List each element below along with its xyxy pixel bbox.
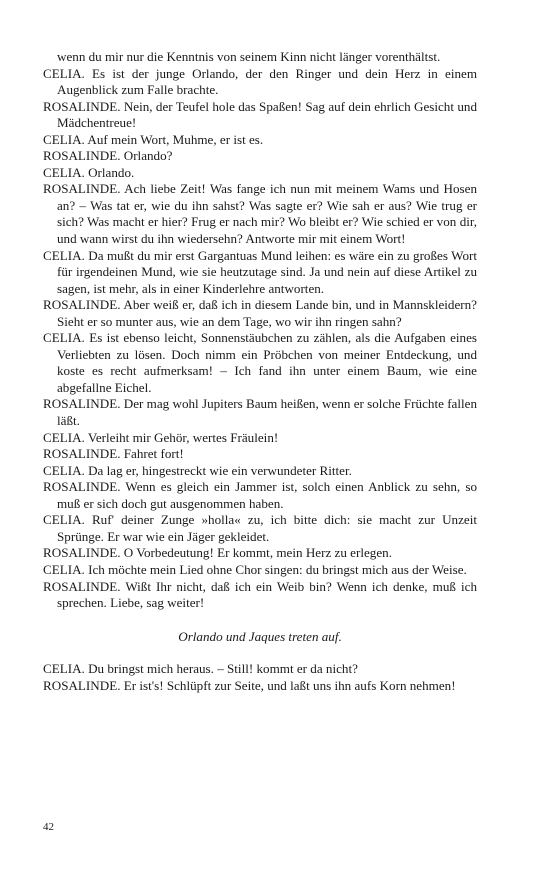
speech-paragraph: CELIA. Ich möchte mein Lied ohne Chor singen: du bringst mich aus der Weise. <box>43 561 467 577</box>
speech-paragraph: ROSALINDE. Fahret fort! <box>43 446 184 462</box>
speech-paragraph: CELIA. Es ist ebenso leicht, Sonnenstäubchen zu zählen, als die Aufgaben eines Verliebten zu lösen. Doch nimm ein Pröbchen von meiner Entdeckung, und koste es recht aufmerksam! – Ich fand ihn unter einem Baum, wie eine abgefallne Eichel. <box>43 330 477 395</box>
speech-paragraph: CELIA. Es ist der junge Orlando, der den Ringer und dein Herz in einem Augenblick zum Falle brachte. <box>43 65 477 98</box>
speech-paragraph: CELIA. Du bringst mich heraus. – Still! kommt er da nicht? <box>43 661 358 677</box>
dialogue-block-before <box>43 49 477 612</box>
speech-paragraph: CELIA. Verleiht mir Gehör, wertes Fräulein! <box>43 429 279 445</box>
speech-paragraph: ROSALINDE. Ach liebe Zeit! Was fange ich nun mit meinem Wams und Hosen an? – Was tat er, wie du ihn sahst? Was sagte er? Wie sah er aus? Wie trug er sich? Was macht er hier? Frug er nach mir? Wo bleibt er? Wie schied er von dir, und wann wirst du ihn wiedersehn? Antworte mir mit einem Wort! <box>43 181 477 247</box>
page-number: 42 <box>43 821 54 833</box>
speech-paragraph: CELIA. Da mußt du mir erst Gargantuas Mund leihen: es wäre ein zu großes Wort für irgendeinen Mund, wie sie heutzutage sind. Ja und nein auf diese Artikel zu sagen, ist mehr, als in einer Kinderlehre antworten. <box>43 247 477 296</box>
continued-speech: wenn du mir nur die Kenntnis von seinem Kinn nicht länger vorenthältst. <box>57 49 441 64</box>
speech-paragraph: CELIA. Da lag er, hingestreckt wie ein verwundeter Ritter. <box>43 462 352 478</box>
stage-direction: Orlando und Jaques treten auf. <box>178 628 342 644</box>
speech-paragraph: ROSALINDE. Orlando? <box>43 148 173 164</box>
speech-paragraph: ROSALINDE. O Vorbedeutung! Er kommt, mein Herz zu erlegen. <box>43 545 392 561</box>
speech-paragraph: ROSALINDE. Wißt Ihr nicht, daß ich ein Weib bin? Wenn ich denke, muß ich sprechen. Liebe, sag weiter! <box>43 578 477 611</box>
speech-paragraph: ROSALINDE. Er ist's! Schlüpft zur Seite, und laßt uns ihn aufs Korn nehmen! <box>43 677 456 693</box>
speech-paragraph: ROSALINDE. Der mag wohl Jupiters Baum heißen, wenn er solche Früchte fallen läßt. <box>43 396 477 429</box>
speech-paragraph: ROSALINDE. Nein, der Teufel hole das Spaßen! Sag auf dein ehrlich Gesicht und Mädchentreue! <box>43 98 477 131</box>
speech-paragraph: CELIA. Ruf' deiner Zunge »holla« zu, ich bitte dich: sie macht zur Unzeit Sprünge. Er war wie ein Jäger gekleidet. <box>43 512 477 544</box>
speech-paragraph: ROSALINDE. Aber weiß er, daß ich in diesem Lande bin, und in Mannskleidern? Sieht er so munter aus, wie an dem Tage, wo wir ihn ringen sahn? <box>43 297 477 329</box>
speech-paragraph: ROSALINDE. Wenn es gleich ein Jammer ist, solch einen Anblick zu sehn, so muß er sich doch gut ausgenommen haben. <box>43 479 477 511</box>
dialogue-block-after <box>43 661 477 694</box>
speech-paragraph: CELIA. Auf mein Wort, Muhme, er ist es. <box>43 131 264 147</box>
page-body <box>43 49 477 694</box>
speech-paragraph: CELIA. Orlando. <box>43 164 135 180</box>
